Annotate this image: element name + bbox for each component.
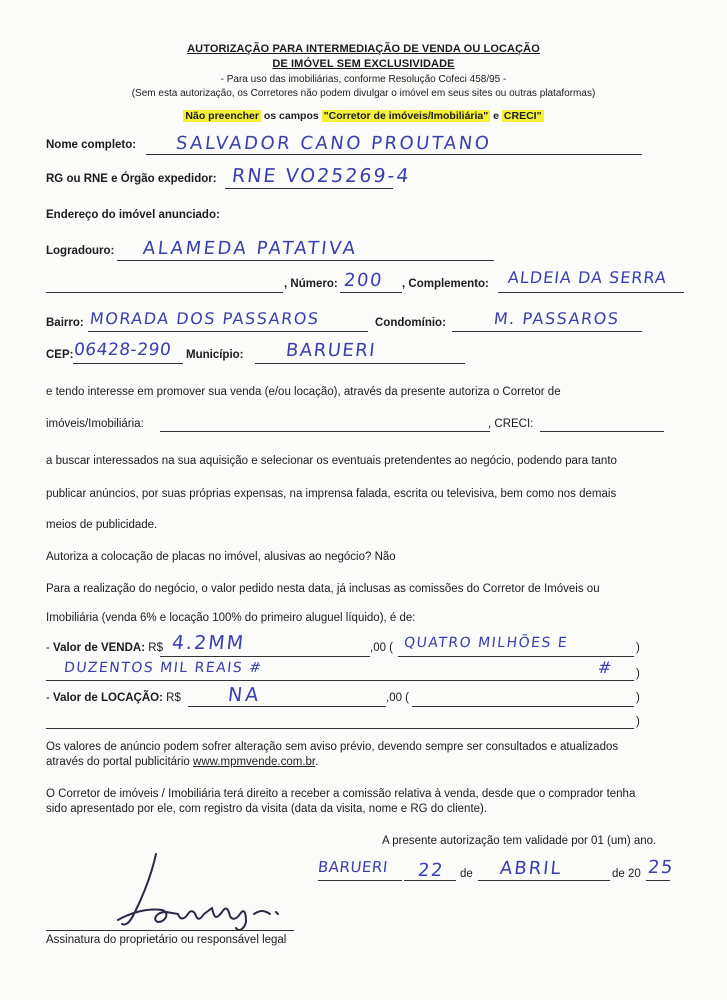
creci-underline: [540, 431, 664, 432]
paragraph-registro: sido apresentado por ele, com registro da visita (data da visita, nome e RG do cliente).: [46, 803, 488, 815]
signature-label: Assinatura do proprietário ou responsável legal: [46, 934, 287, 946]
venda-words-line2[interactable]: DUZENTOS MIL REAIS #: [63, 660, 264, 676]
warning-text-1: os campos: [260, 110, 322, 122]
bairro-value[interactable]: MORADA DOS PASSAROS: [89, 309, 321, 328]
logradouro-label: Logradouro:: [46, 245, 115, 257]
locacao-words-underline: [412, 706, 634, 707]
paragraph-meios: meios de publicidade.: [46, 519, 158, 531]
logradouro-underline: [117, 260, 494, 261]
venda-end-mark: #: [597, 658, 614, 677]
numero-underline: [340, 292, 402, 293]
nome-value[interactable]: SALVADOR CANO PROUTANO: [174, 133, 493, 154]
nome-underline: [146, 154, 642, 155]
paragraph-alteracao: Os valores de anúncio podem sofrer alteração sem aviso prévio, devendo sempre ser consultados e atualizados: [46, 741, 619, 753]
warning-line: [0, 110, 727, 122]
warning-highlight-1: Não preencher: [185, 110, 259, 122]
locacao-close-paren-1: ): [636, 692, 640, 704]
portal-prefix: através do portal publicitário: [46, 756, 194, 768]
complemento-label: , Complemento:: [402, 278, 489, 290]
venda-row-label: [46, 642, 163, 654]
logradouro-value[interactable]: ALAMEDA PATATIVA: [141, 238, 359, 259]
logradouro-continuation-underline: [46, 292, 283, 293]
paragraph-buscar: a buscar interessados na sua aquisição e selecionar os eventuais pretendentes ao negócio, podendo para tanto: [46, 455, 617, 467]
locacao-cents-label: ,00 (: [386, 692, 410, 704]
locacao-value-underline: [188, 706, 386, 707]
venda-value[interactable]: 4.2MM: [170, 632, 247, 654]
year-value[interactable]: 25: [646, 857, 676, 878]
venda-cents-label: ,00 (: [370, 642, 394, 654]
venda-close-paren-1: ): [636, 642, 640, 654]
document-title-line1: AUTORIZAÇÃO PARA INTERMEDIAÇÃO DE VENDA OU LOCAÇÃO: [187, 43, 540, 55]
corretor-underline: [160, 431, 490, 432]
portal-link[interactable]: www.mpmvende.com.br: [193, 756, 316, 768]
venda-label: Valor de VENDA:: [53, 642, 146, 654]
warning-highlight-2: "Corretor de imóveis/Imobiliária": [323, 110, 489, 122]
paragraph-publicar: publicar anúncios, por suas próprias expensas, na imprensa falada, escrita ou televisiva, bem como nos demais: [46, 488, 617, 500]
paragraph-placas: Autoriza a colocação de placas no imóvel, alusivas ao negócio? Não: [46, 551, 396, 563]
signature-underline: [46, 930, 294, 931]
city-value[interactable]: BARUERI: [317, 858, 389, 876]
de-label-1: de: [460, 868, 473, 880]
rg-underline: [225, 188, 393, 189]
municipio-label: Município:: [186, 349, 244, 361]
complemento-underline: [498, 292, 684, 293]
cep-value[interactable]: 06428-290: [72, 340, 173, 360]
locacao-currency: R$: [162, 692, 181, 704]
document-title-line2: DE IMÓVEL SEM EXCLUSIVIDADE: [272, 58, 455, 70]
paragraph-comissao-corretor: O Corretor de imóveis / Imobiliária terá direito a receber a comissão relativa à venda, desde que o comprador tenha: [46, 788, 636, 800]
subtitle-resolution: - Para uso das imobiliárias, conforme Resolução Cofeci 458/95 -: [220, 74, 507, 85]
validity-text: A presente autorização tem validade por 01 (um) ano.: [382, 835, 657, 847]
creci-label: , CRECI:: [488, 418, 534, 430]
bairro-underline: [88, 331, 368, 332]
paragraph-valor: Para a realização do negócio, o valor pedido nesta data, já inclusas as comissões do Corretor de Imóveis ou: [46, 583, 600, 595]
de-label-2: de 20: [612, 868, 641, 880]
locacao-words-underline-2: [46, 728, 634, 729]
day-value[interactable]: 22: [416, 860, 446, 881]
owner-signature: [104, 848, 304, 932]
rg-label: RG ou RNE e Órgão expedidor:: [46, 173, 217, 185]
paragraph-comissao: Imobiliária (venda 6% e locação 100% do primeiro aluguel líquido), é de:: [46, 612, 416, 624]
warning-highlight-3: CRECI": [503, 110, 542, 122]
imoveis-label: imóveis/Imobiliária:: [46, 418, 144, 430]
portal-suffix: .: [315, 756, 319, 768]
subtitle-notice: (Sem esta autorização, os Corretores não podem divulgar o imóvel em seus sites ou outras plataformas): [131, 88, 596, 99]
cep-label: CEP:: [46, 349, 74, 361]
year-underline: [646, 880, 670, 881]
venda-currency: R$: [145, 642, 163, 654]
venda-value-underline: [160, 656, 370, 657]
nome-label: Nome completo:: [46, 139, 137, 151]
month-underline: [478, 880, 610, 881]
numero-value[interactable]: 200: [342, 270, 384, 291]
paragraph-portal: [46, 756, 318, 768]
municipio-value[interactable]: BARUERI: [284, 340, 378, 361]
locacao-prefix: -: [46, 692, 54, 704]
condominio-underline: [452, 331, 642, 332]
locacao-close-paren-2: ): [636, 716, 640, 728]
warning-text-2: e: [490, 110, 502, 122]
endereco-label: Endereço do imóvel anunciado:: [46, 209, 220, 221]
venda-close-paren-2: ): [636, 668, 640, 680]
locacao-row-label: [46, 692, 181, 704]
municipio-underline: [255, 363, 465, 364]
city-underline: [318, 880, 402, 881]
condominio-value[interactable]: M. PASSAROS: [493, 309, 621, 328]
month-value[interactable]: ABRIL: [498, 858, 564, 879]
venda-prefix: -: [46, 642, 54, 654]
bairro-label: Bairro:: [46, 317, 84, 329]
numero-label: , Número:: [284, 278, 338, 290]
cep-underline: [73, 363, 183, 364]
venda-words-line1[interactable]: QUATRO MILHÕES E: [403, 635, 569, 651]
complemento-value[interactable]: ALDEIA DA SERRA: [507, 268, 668, 287]
paragraph-intro: e tendo interesse em promover sua venda (e/ou locação), através da presente autoriza o Corretor de: [46, 386, 561, 398]
locacao-value[interactable]: NA: [226, 684, 263, 706]
locacao-label: Valor de LOCAÇÃO:: [53, 692, 163, 704]
condominio-label: Condomínio:: [375, 317, 446, 329]
rg-value[interactable]: RNE VO25269-4: [230, 165, 412, 187]
venda-words-underline: [398, 656, 634, 657]
venda-words-underline-2: [46, 680, 634, 681]
